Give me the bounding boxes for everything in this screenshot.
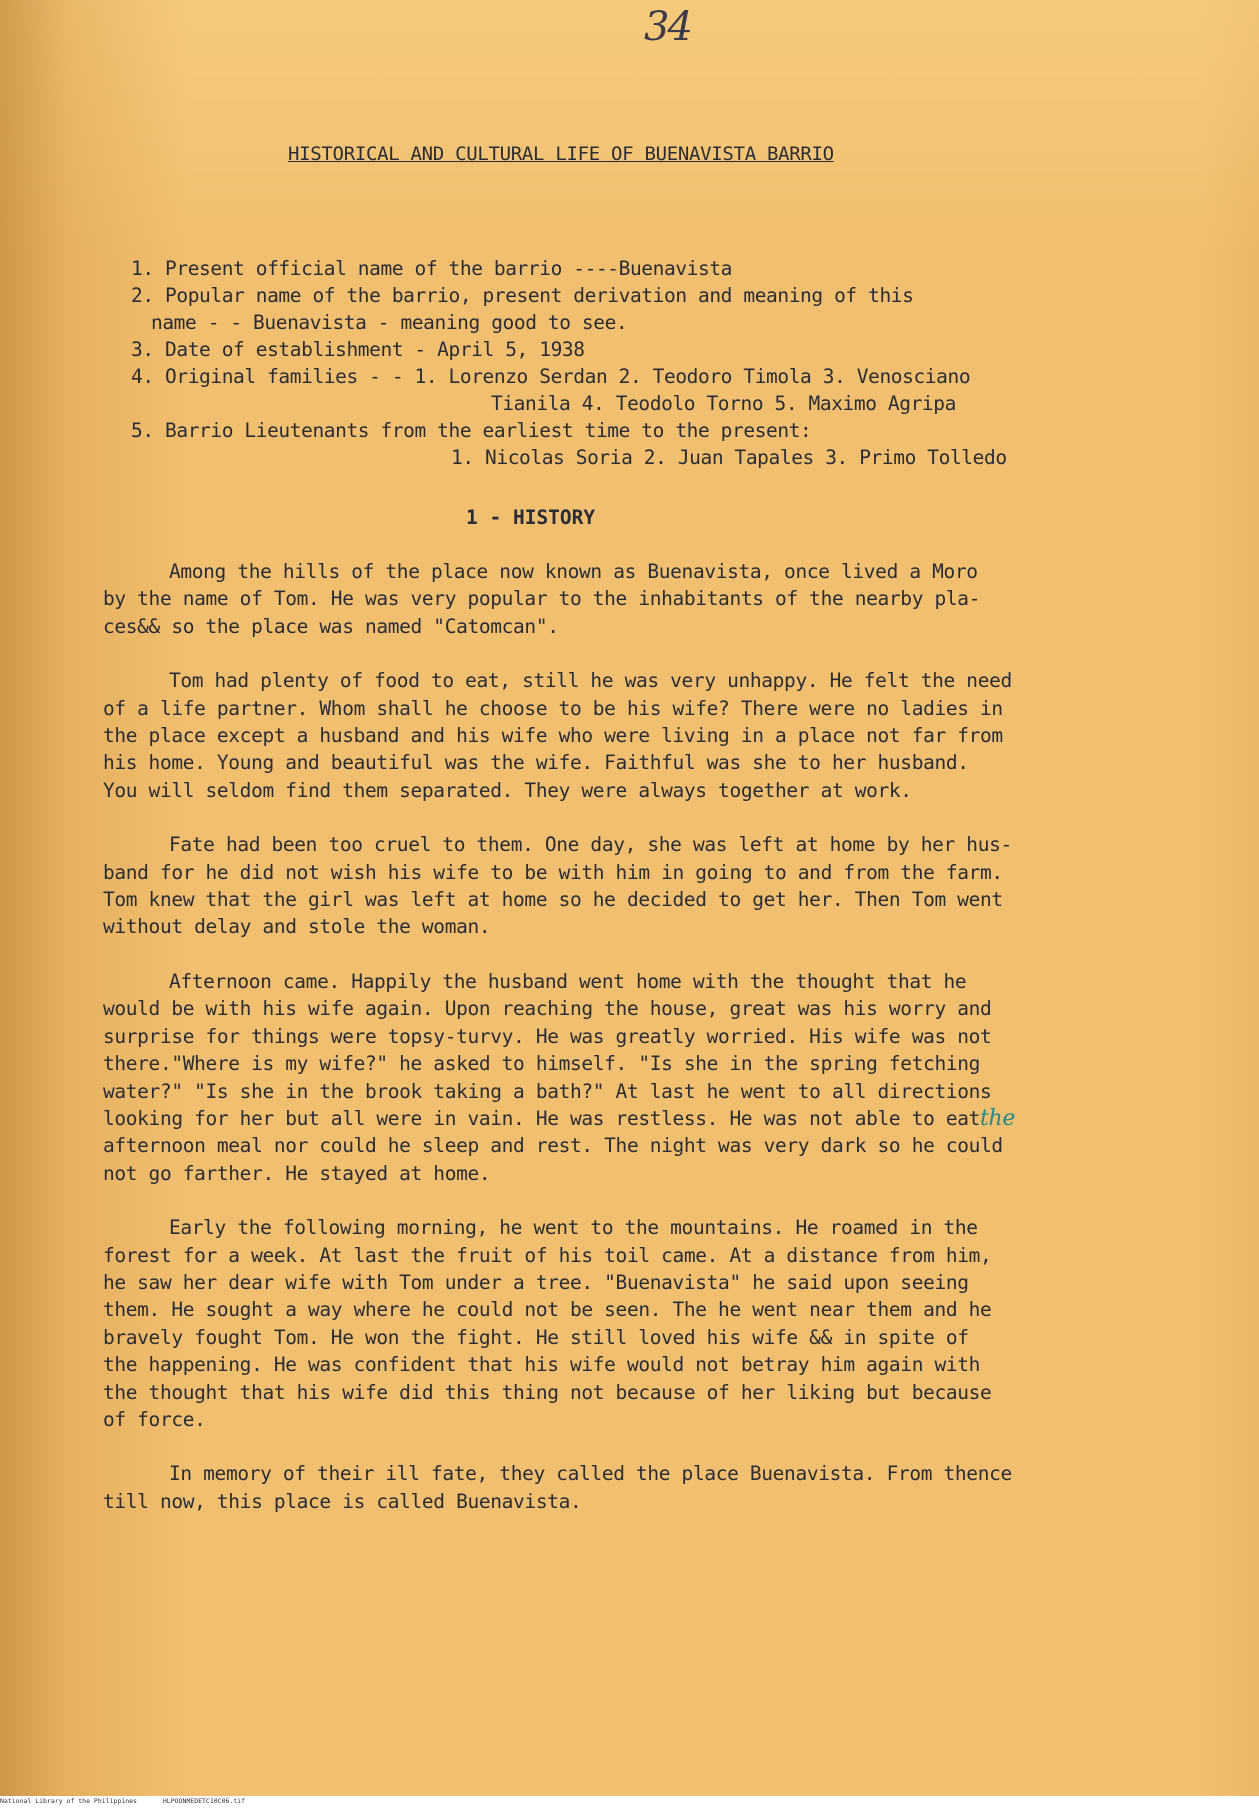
paragraph-4 bbox=[103, 968, 1203, 1187]
list-item-continuation: Tianila 4. Teodolo Torno 5. Maximo Agripa bbox=[491, 392, 956, 415]
barrio-info-list bbox=[131, 255, 1181, 471]
text-line: not go farther. He stayed at home. bbox=[103, 1161, 491, 1185]
text-line: by the name of Tom. He was very popular to the inhabitants of the nearby pla- bbox=[103, 587, 981, 611]
paragraph-3 bbox=[103, 831, 1203, 941]
text-line: Afternoon came. Happily the husband went home with the thought that he bbox=[169, 969, 967, 993]
history-body bbox=[103, 558, 1203, 1542]
text-line: Early the following morning, he went to the mountains. He roamed in the bbox=[169, 1216, 978, 1240]
text-line: of force. bbox=[103, 1407, 206, 1431]
text-line: the thought that his wife did this thing not because of her liking but because bbox=[103, 1380, 992, 1404]
text-line: there."Where is my wife?" he asked to himself. "Is she in the spring fetching bbox=[103, 1052, 981, 1076]
text-line: the happening. He was confident that his wife would not betray him again with bbox=[103, 1353, 981, 1377]
text-line: In memory of their ill fate, they called the place Buenavista. From thence bbox=[169, 1462, 1012, 1486]
text-line: forest for a week. At last the fruit of his toil came. At a distance from him, bbox=[103, 1243, 992, 1267]
text-line: ces&& so the place was named "Catomcan". bbox=[103, 614, 559, 638]
text-line: till now, this place is called Buenavista. bbox=[103, 1489, 582, 1513]
list-item-continuation: name - - Buenavista - meaning good to see. bbox=[151, 311, 628, 334]
list-item: 5. Barrio Lieutenants from the earliest time to the present: bbox=[131, 419, 812, 442]
page-number: 34 bbox=[644, 4, 691, 50]
paragraph-6 bbox=[103, 1460, 1203, 1515]
text-line: looking for her but all were in vain. He was restless. He was not able to eat bbox=[103, 1106, 981, 1130]
text-line: surprise for things were topsy-turvy. He was greatly worried. His wife was not bbox=[103, 1024, 992, 1048]
text-line: them. He sought a way where he could not be seen. The he went near them and he bbox=[103, 1298, 992, 1322]
text-line: Among the hills of the place now known as Buenavista, once lived a Moro bbox=[169, 560, 978, 583]
text-line: Fate had been too cruel to them. One day, she was left at home by her hus- bbox=[169, 833, 1012, 857]
handwritten-correction: the bbox=[980, 1105, 1016, 1131]
text-line: his home. Young and beautiful was the wife. Faithful was she to her husband. bbox=[103, 751, 969, 775]
text-line: would be with his wife again. Upon reaching the house, great was his worry and bbox=[103, 997, 992, 1021]
text-line: bravely fought Tom. He won the fight. He still loved his wife && in spite of bbox=[103, 1325, 969, 1349]
list-item: 2. Popular name of the barrio, present derivation and meaning of this bbox=[131, 284, 914, 307]
text-line: Tom had plenty of food to eat, still he was very unhappy. He felt the need bbox=[169, 669, 1012, 693]
text-line: afternoon meal nor could he sleep and rest. The night was very dark so he could bbox=[103, 1134, 1003, 1158]
list-item: 1. Present official name of the barrio ----Buenavista bbox=[131, 257, 733, 280]
paragraph-2 bbox=[103, 667, 1203, 804]
document-title: HISTORICAL AND CULTURAL LIFE OF BUENAVISTA BARRIO bbox=[288, 143, 834, 165]
text-line: the place except a husband and his wife who were living in a place not far from bbox=[103, 724, 1003, 748]
paragraph-5 bbox=[103, 1214, 1203, 1433]
section-heading: 1 - HISTORY bbox=[466, 506, 596, 529]
footer-file-id: HLPOONMEDETC10C06.tif bbox=[162, 1797, 246, 1805]
scan-footer bbox=[0, 1797, 267, 1806]
text-line: water?" "Is she in the brook taking a bath?" At last he went to all directions bbox=[103, 1079, 992, 1103]
text-line: without delay and stole the woman. bbox=[103, 915, 491, 939]
text-line: he saw her dear wife with Tom under a tree. "Buenavista" he said upon seeing bbox=[103, 1270, 969, 1294]
list-item-continuation: 1. Nicolas Soria 2. Juan Tapales 3. Primo Tolledo bbox=[451, 446, 1007, 469]
list-item: 4. Original families - - 1. Lorenzo Serdan 2. Teodoro Timola 3. Venosciano bbox=[131, 365, 971, 388]
text-line: Tom knew that the girl was left at home so he decided to get her. Then Tom went bbox=[103, 888, 1003, 912]
footer-library: National Library of the Philippines bbox=[0, 1797, 137, 1805]
text-line: of a life partner. Whom shall he choose to be his wife? There were no ladies in bbox=[103, 696, 1003, 720]
paragraph-1 bbox=[103, 558, 1203, 640]
list-item: 3. Date of establishment - April 5, 1938 bbox=[131, 338, 585, 361]
text-line-with-correction bbox=[103, 1105, 1203, 1132]
text-line: You will seldom find them separated. They were always together at work. bbox=[103, 778, 912, 802]
text-line: band for he did not wish his wife to be with him in going to and from the farm. bbox=[103, 860, 1003, 884]
